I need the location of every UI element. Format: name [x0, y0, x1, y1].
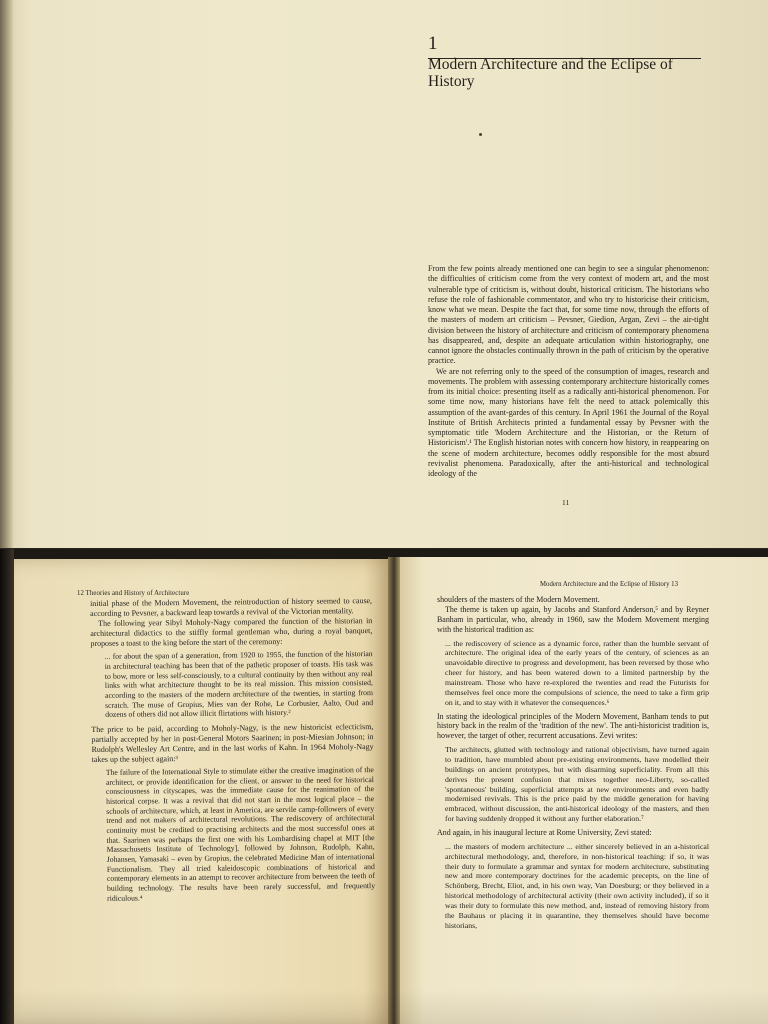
- block-quote: ... the masters of modern architecture ... either sincerely believed in an a-historical architectural methodology, and, therefore, in non-historical teaching: if so, it was their duty to formulate a grammar and syntax for modern architecture, substituting new and more contemporary doctrines for the academic precepts, on the line of Schönberg, Brecht, Eliot, and, in his own way, Van Doesburg; or they believed in a historical methodology of architectural activity (their own activity included), if so it was their duty to formulate this new method, and, instead of removing history from the Bauhaus or placing it in quarantine, they themselves should have become historians,: [445, 841, 709, 930]
- block-quote: ... the rediscovery of science as a dynamic force, rather than the humble servant of architecture. The original idea of the early years of the century, of sciences as an unavoidable directive to progress and development, has been reversed by those who cheer for history, and has been watered down to a limited partnership by the mainstream. Those who have re-explored the twenties and read the Futurists for themselves feel once more the compulsions of science, the need to take a firm grip on it, and to stay with it whatever the consequences.⁶: [445, 638, 709, 707]
- page-11-body: [428, 264, 709, 479]
- chapter-title: Modern Architecture and the Eclipse of History: [428, 56, 673, 90]
- paragraph: We are not referring only to the speed of the consumption of images, research and movements. The problem with assessing contemporary architecture historically comes from its initial choice: presenting itself as a radically anti-historical phenomenon. For some time now, many historians have felt the need to attack polemically this assumption of the avant-gardes of this century. In April 1961 the Journal of the Royal Institute of British Architects printed a fundamental essay by Pevsner with the symptomatic title 'Modern Architecture and the Historian, or the Return of Historicism'.¹ The English historian notes with concern how history, in reappearing on the scene of modern architecture, becomes oddly responsible for the most absurd revivalist phenomena. Paradoxically, after the anti-historical and technological ideology of the: [428, 366, 709, 478]
- chapter-number: 1: [428, 33, 438, 54]
- page-13-body: [437, 595, 709, 935]
- scan-edge: [0, 549, 14, 1024]
- paragraph: The theme is taken up again, by Jacobs and Stanford Anderson,⁵ and by Reyner Banham in particular, who, already in 1960, saw the Modern Movement merging with the historical tradition as:: [437, 604, 709, 634]
- paragraph: The following year Sibyl Moholy-Nagy compared the function of the historian in architectural didactics to the stiffly formal gentleman who, during a royal banquet, proposes a toast to the king before the start of the ceremony:: [90, 616, 373, 649]
- page-number: 11: [562, 498, 570, 507]
- paragraph: The price to be paid, according to Moholy-Nagy, is the new historicist eclecticism, partially accepted by her in post-General Motors Saarinen; in post-Miesian Johnson; in Rudolph's Wellesley Art Centre, and in the last works of Kahn. In 1964 Moholy-Nagy takes up the subject again:³: [91, 721, 374, 764]
- block-quote: The architects, glutted with technology and rational objectivism, have turned again to tradition, have mumbled about pre-existing environments, have modelled their buildings on ancient prototypes, but with disarming superficiality. From all this derives the present confusion that mixes together neo-Liberty, so-called 'spontaneous' building, superficial attempts at new environments and even badly modernised revivals. This is the price paid by the middle generation for having embraced, without discussion, the anti-historical ideology of the masters, and then for having suddenly dropped it without any further elaboration.⁷: [445, 745, 709, 824]
- paragraph: In stating the ideological principles of the Modern Movement, Banham tends to put history back in the realm of the 'tradition of the new'. The anti-historicist tradition is, however, the target of other, recurrent accusations. Zevi writes:: [437, 711, 709, 741]
- page-fold-shadow: [0, 0, 14, 548]
- running-head-right: Modern Architecture and the Eclipse of History 13: [540, 581, 678, 588]
- running-head-left: 12 Theories and History of Architecture: [77, 590, 190, 597]
- paragraph: And again, in his inaugural lecture at Rome University, Zevi stated:: [437, 828, 652, 837]
- page-12-body: [90, 596, 375, 906]
- block-quote: The failure of the International Style to stimulate either the creative imagination of the architect, or provide identification for the client, or answer to the need for historical consciousness in cityscapes, was the immediate cause for the reanimation of the historical corpse. It was a revival that did not start in the most logical place – the schools of architecture, which, at least in America, are servile camp-followers of every trend and not makers of architectural revolutions. The rediscovery of architectural continuity must be credited to practising architects and the most successful ones at that. Saarinen was perhaps the first one with his Lombardising chapel at MIT [the Massachusetts Institute of Technology], followed by Johnson, Rudolph, Kahn, Johansen, Yamasaki – even by Gropius, the celebrated Medicine Man of international Functionalism. They all tried kaleidoscopic combinations of historical and contemporary elements in an attempt to recover architecture from between the teeth of building technology. The results have been rarely successful, and frequently ridiculous.⁴: [105, 765, 376, 903]
- paragraph: From the few points already mentioned one can begin to see a singular phenomenon: the difficulties of criticism come from the very context of modern art, and the most vulnerable type of criticism is, without doubt, historical criticism. The historians who refuse the role of fashionable commentator, and who try to historicise their criticism, know what we mean. Despite the fact that, for some time now, through the efforts of the masters of modern art criticism – Pevsner, Giedion, Argan, Zevi – the air-tight division between the history of architecture and criticism of contemporary phenomena has disappeared, and, despite an adequate articulation within historiography, one cannot ignore the obstacles continually thrown in the path of criticism by the operative practice.: [428, 264, 709, 366]
- paragraph: initial phase of the Modern Movement, the reintroduction of history seemed to cause, according to Pevsner, a backward leap towards a revival of the Victorian mentality.: [90, 596, 373, 619]
- book-gutter: [388, 557, 400, 1024]
- paragraph: shoulders of the masters of the Modern Movement.: [437, 595, 600, 604]
- block-quote: ... for about the span of a generation, from 1920 to 1955, the function of the historian in architectural teaching has been that of the pathetic proposer of toasts. His task was to bow, more or less self-consciously, to a cultural continuity by then without any real links with what architecture thought to be its real mission. This mission consisted, according to the masters of the modern architecture of the twenties, in starting from scratch. The muse of Gropius, Mies van der Rohe, Le Corbusier, Aalto, Oud and dozens of others did not allow illicit flirtations with history.²: [104, 649, 374, 720]
- print-speck: [479, 133, 482, 136]
